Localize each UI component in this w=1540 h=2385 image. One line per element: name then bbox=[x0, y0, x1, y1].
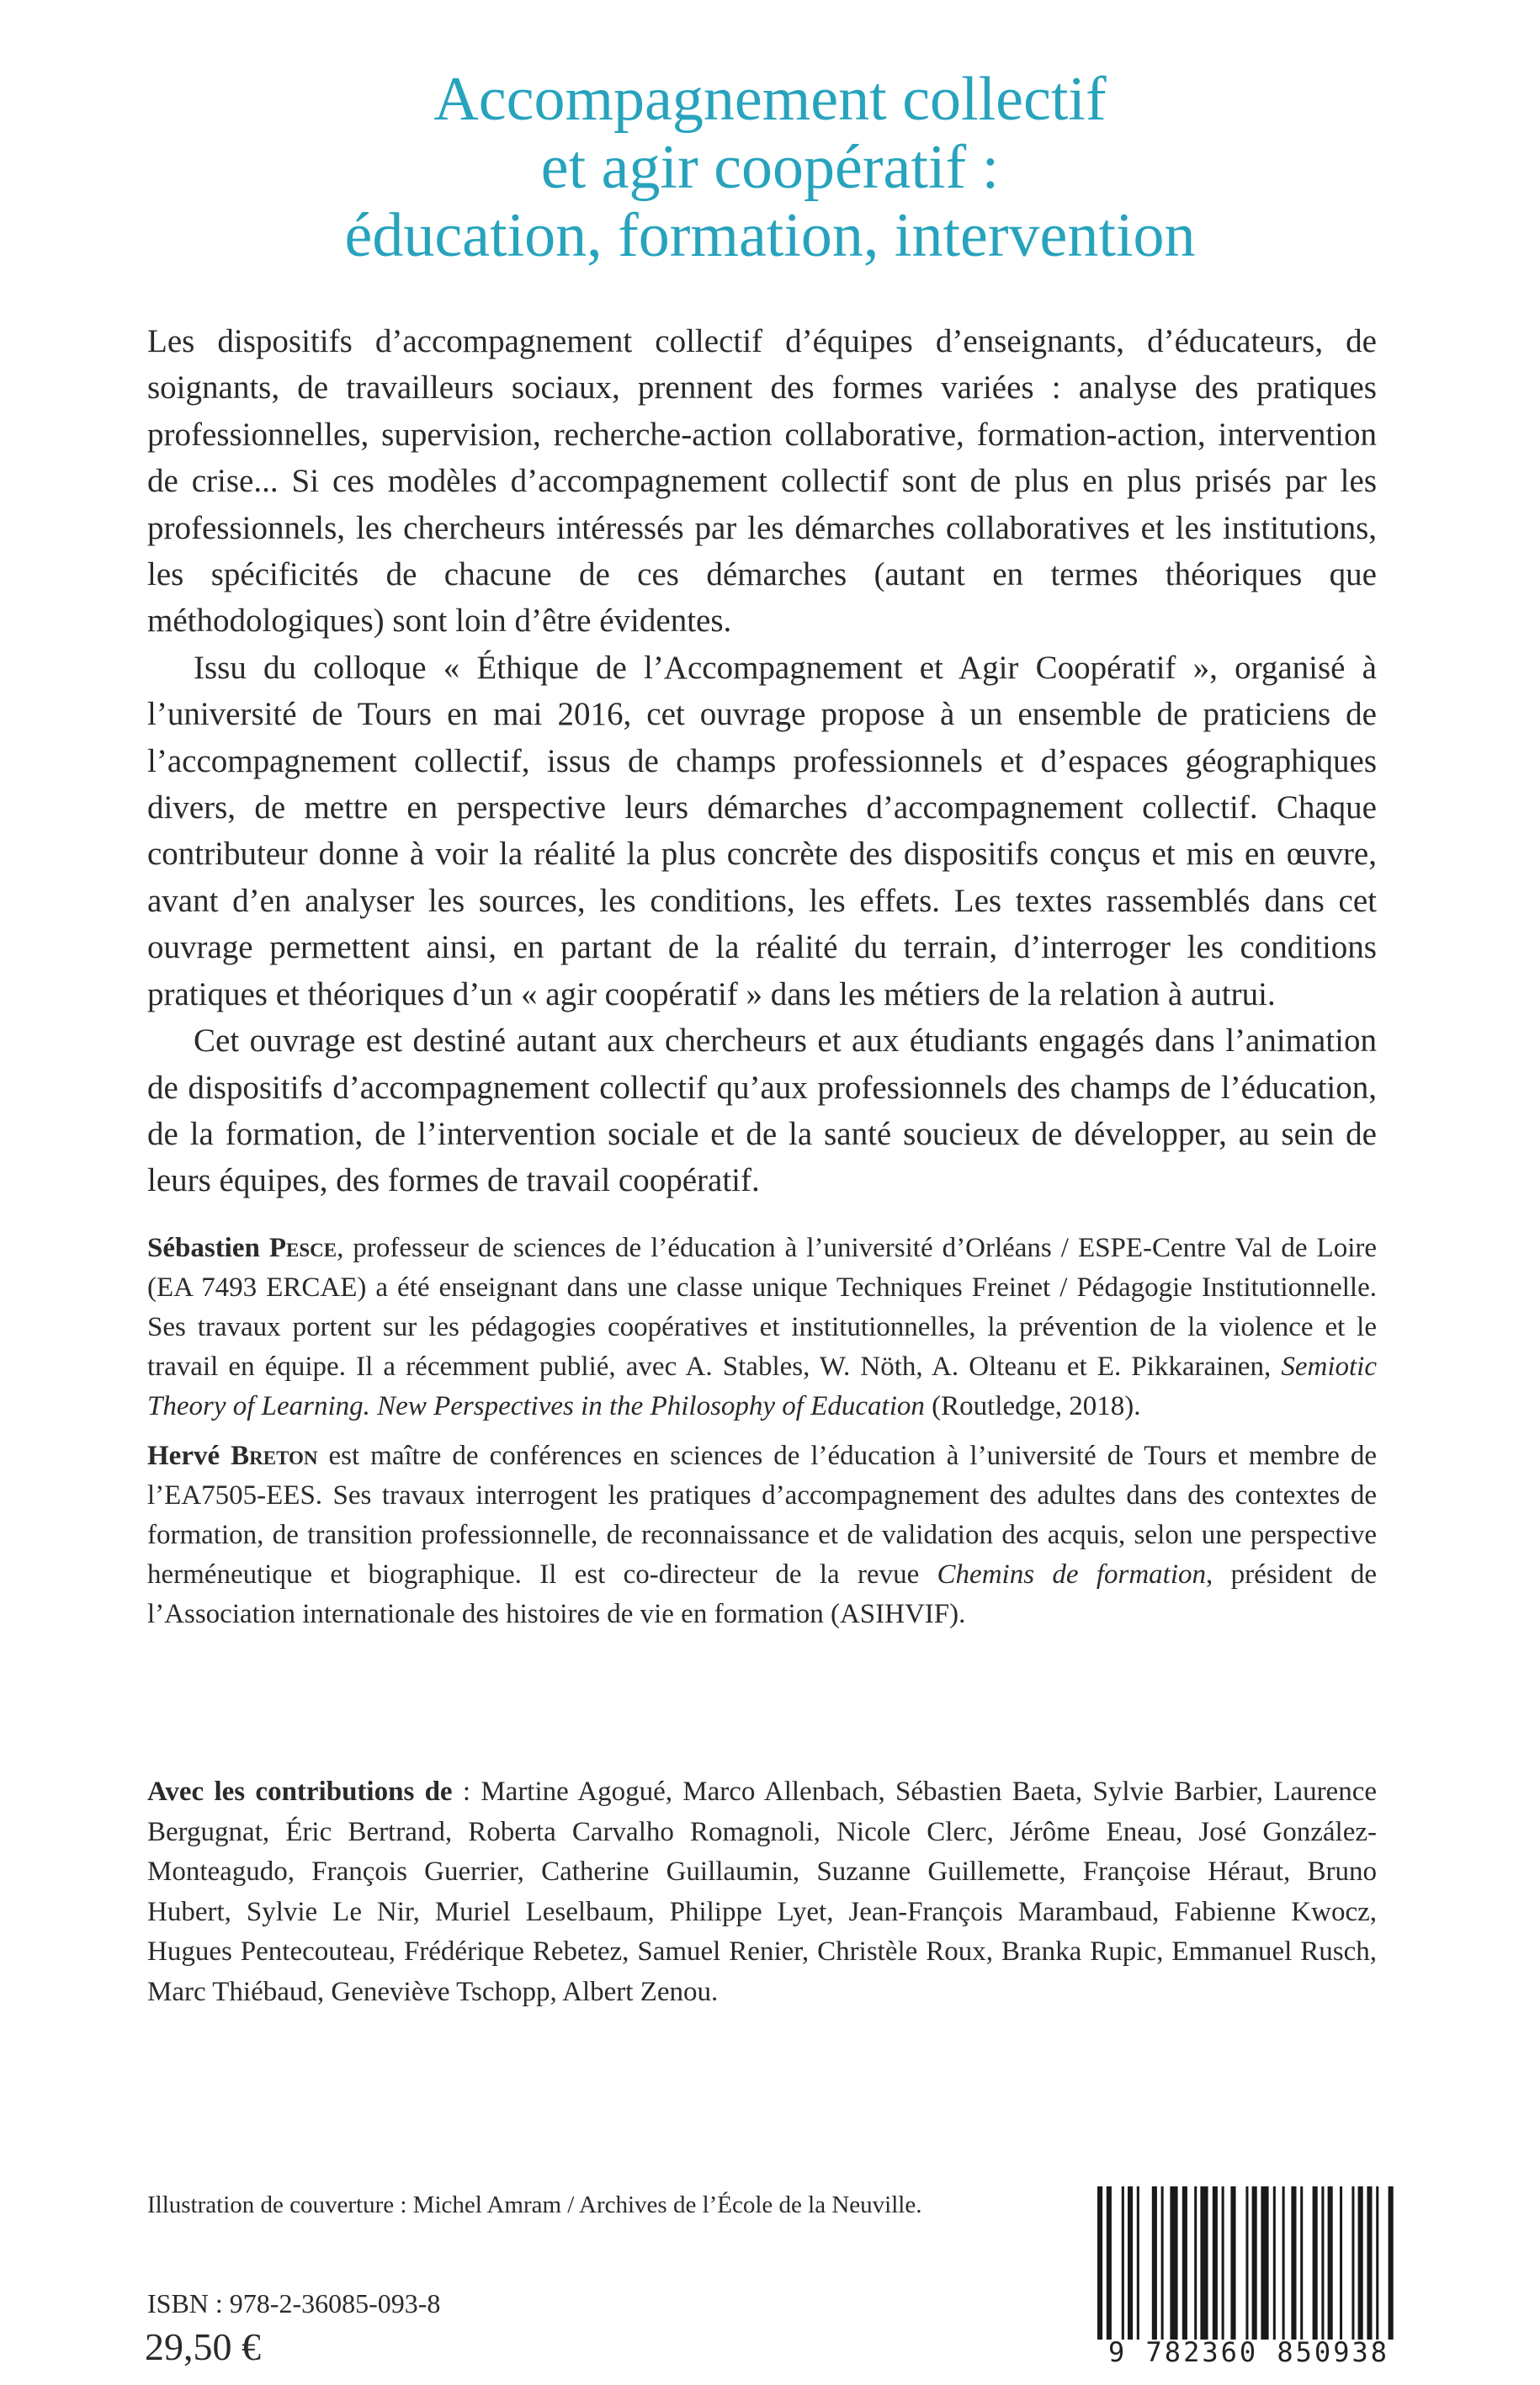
author-last-name: Breton bbox=[231, 1441, 318, 1471]
barcode-bar bbox=[1328, 2186, 1333, 2348]
blurb bbox=[147, 318, 1377, 1204]
bio-text: , professeur de sciences de l’éducation à l’université d’Orléans / ESPE-Centre Val de Loire (EA 7493 ERCAE) a été enseignant dans une classe unique Techniques Freinet / Pédagogie Institutionnelle. Ses travaux portent sur les pédagogies coopératives et institutionnelles, la prévention de la violence et le travail en équipe. Il a récemment publié, avec A. Stables, W. Nöth, A. Olteanu et E. Pikkarainen, bbox=[147, 1233, 1378, 1382]
barcode-bar bbox=[1194, 2186, 1197, 2348]
isbn: ISBN : 978-2-36085-093-8 bbox=[147, 2288, 441, 2319]
barcode-bar bbox=[1376, 2186, 1378, 2348]
barcode-bar bbox=[1273, 2186, 1276, 2348]
barcode-bar bbox=[1107, 2186, 1112, 2348]
barcode-bar bbox=[1213, 2186, 1218, 2348]
barcode-bar bbox=[1300, 2186, 1303, 2348]
author-first-name: Sébastien bbox=[147, 1233, 260, 1263]
book-title bbox=[126, 66, 1414, 270]
barcode-bar bbox=[1261, 2186, 1268, 2348]
bio-pesce bbox=[147, 1229, 1377, 1426]
barcode-bar bbox=[1122, 2186, 1124, 2348]
barcode-bar bbox=[1313, 2186, 1318, 2348]
barcode-bar bbox=[1358, 2186, 1363, 2348]
barcode-bar bbox=[1097, 2186, 1102, 2348]
barcode-bar bbox=[1137, 2186, 1139, 2348]
blurb-paragraph-2: Issu du colloque « Éthique de l’Accompagnement et Agir Coopératif », organisé à l’université de Tours en mai 2016, cet ouvrage propose à un ensemble de praticiens de l’accompagnement collectif, issus de champs professionnels et d’espaces géographiques divers, de mettre en perspective leurs démarches d’accompagnement collectif. Chaque contributeur donne à voir la réalité la plus concrète des dispositifs conçus et mis en œuvre, avant d’en analyser les sources, les conditions, les effets. Les textes rassemblés dans cet ouvrage permettent ainsi, en partant de la réalité du terrain, d’interroger les conditions pratiques et théoriques d’un « agir coopératif » dans les métiers de la relation à autrui. bbox=[147, 649, 1377, 1012]
barcode bbox=[1092, 2186, 1405, 2368]
barcode-bar bbox=[1389, 2186, 1394, 2348]
barcode-number: 9 782360 850938 bbox=[1092, 2340, 1405, 2365]
barcode-bar bbox=[1291, 2186, 1296, 2348]
blurb-paragraph-1: Les dispositifs d’accompagnement collectif d’équipes d’enseignants, d’éducateurs, de soignants, de travailleurs sociaux, prennent des formes variées : analyse des pratiques professionnelles, supervision, recherche-action collaborative, formation-action, intervention de crise... Si ces modèles d’accompagnement collectif sont de plus en plus prisés par les professionnels, les chercheurs intéressés par les démarches collaboratives et les institutions, les spécificités de chacune de ces démarches (autant en termes théoriques que méthodologiques) sont loin d’être évidentes. bbox=[147, 323, 1377, 640]
bio-tail: , président de l’Association internationale des histoires de vie en formation (ASIHVIF). bbox=[147, 1559, 1378, 1629]
barcode-bar bbox=[1182, 2186, 1187, 2348]
bio-tail: (Routledge, 2018). bbox=[924, 1391, 1141, 1421]
barcode-bar bbox=[1128, 2186, 1133, 2348]
barcode-bar bbox=[1340, 2186, 1342, 2348]
barcode-bar bbox=[1170, 2186, 1177, 2348]
contributors-label: Avec les contributions de bbox=[147, 1777, 453, 1807]
barcode-bar bbox=[1161, 2186, 1164, 2348]
author-first-name: Hervé bbox=[147, 1441, 220, 1471]
author-last-name: Pesce bbox=[268, 1233, 337, 1263]
blurb-paragraph-3: Cet ouvrage est destiné autant aux chercheurs et aux étudiants engagés dans l’animation de dispositifs d’accompagnement collectif qu’aux professionnels des champs de l’éducation, de la formation, de l’intervention sociale et de la santé soucieux de développer, au sein de leurs équipes, des formes de travail coopératif. bbox=[147, 1023, 1377, 1199]
barcode-bar bbox=[1351, 2186, 1354, 2348]
barcode-bar bbox=[1245, 2186, 1248, 2348]
book-reference: Semiotic Theory of Learning. New Perspectives in the Philosophy of Education bbox=[147, 1352, 1377, 1421]
title-line-3: éducation, formation, intervention bbox=[344, 201, 1196, 270]
title-line-2: et agir coopératif : bbox=[540, 133, 1000, 202]
price: 29,50 € bbox=[145, 2325, 261, 2368]
barcode-bar bbox=[1230, 2186, 1235, 2348]
barcode-bar bbox=[1252, 2186, 1257, 2348]
barcode-bar bbox=[1152, 2186, 1157, 2348]
barcode-bars bbox=[1092, 2186, 1405, 2348]
journal-reference: Chemins de formation bbox=[937, 1559, 1207, 1590]
contributors bbox=[147, 1772, 1377, 2012]
author-bios bbox=[147, 1229, 1377, 1644]
barcode-bar bbox=[1367, 2186, 1372, 2348]
bio-text: est maître de conférences en sciences de l’éducation à l’université de Tours et membre de l’EA7505-EES. Ses travaux interrogent les pratiques d’accompagnement des adultes dans des contextes de formation, de transition professionnelle, de reconnaissance et de validation des acquis, selon une perspective herméneutique et biographique. Il est co-directeur de la revue bbox=[147, 1441, 1377, 1590]
title-line-1: Accompagnement collectif bbox=[433, 65, 1107, 134]
bio-breton bbox=[147, 1437, 1377, 1634]
barcode-bar bbox=[1321, 2186, 1324, 2348]
barcode-bar bbox=[1200, 2186, 1208, 2348]
barcode-bar bbox=[1222, 2186, 1224, 2348]
contributors-list: : Martine Agogué, Marco Allenbach, Sébastien Baeta, Sylvie Barbier, Laurence Bergugnat, Éric Bertrand, Roberta Carvalho Romagnoli, Nicole Clerc, Jérôme Eneau, José González-Monteagudo, François Guerrier, Catherine Guillaumin, Suzanne Guillemette, Françoise Héraut, Bruno Hubert, Sylvie Le Nir, Muriel Leselbaum, Philippe Lyet, Jean-François Marambaud, Fabienne Kwocz, Hugues Pentecouteau, Frédérique Rebetez, Samuel Renier, Christèle Roux, Branka Rupic, Emmanuel Rusch, Marc Thiébaud, Geneviève Tschopp, Albert Zenou. bbox=[147, 1777, 1377, 2007]
barcode-bar bbox=[1282, 2186, 1285, 2348]
contributors-paragraph bbox=[147, 1772, 1377, 2012]
cover-credit: Illustration de couverture : Michel Amram / Archives de l’École de la Neuville. bbox=[147, 2191, 922, 2218]
